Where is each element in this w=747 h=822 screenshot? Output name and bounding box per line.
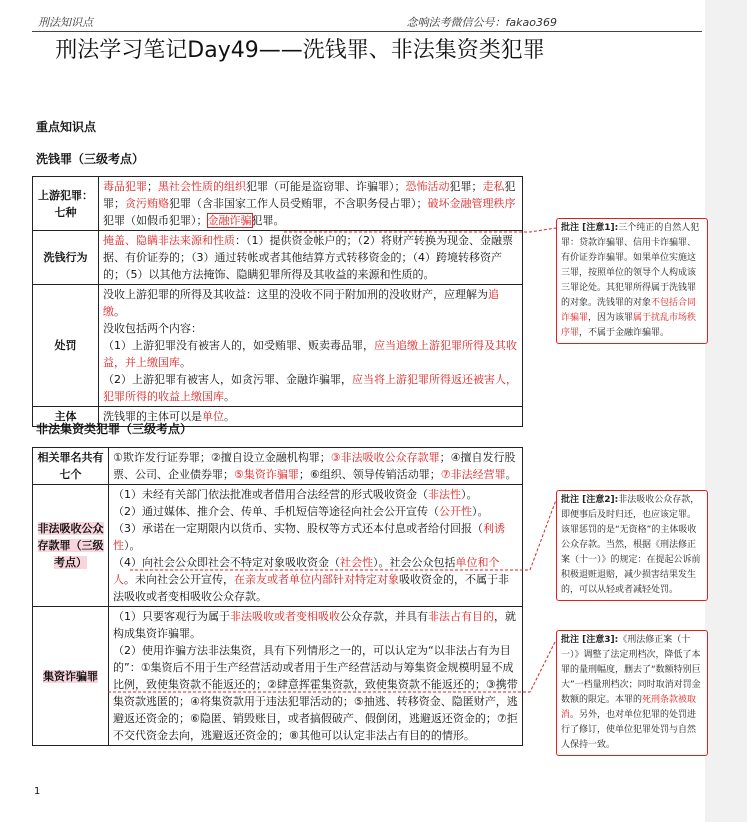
heading-money-laundering: 洗钱罪（三级考点） <box>36 152 145 166</box>
row-label <box>33 485 109 607</box>
predicate-crimes-cell: 毒品犯罪；黑社会性质的组织犯罪（可能是盗窃罪、诈骗罪）；恐怖活动犯罪；走私犯罪；贪污贿赂犯罪（含非国家工作人员受贿罪，不含职务侵占罪）；破坏金融管理秩序犯罪（如假币犯罪）；金融诈骗犯罪。 <box>99 177 523 231</box>
row-label: 上游犯罪：七种 <box>33 177 99 231</box>
table-row <box>33 285 523 407</box>
row-label: 相关罪名共有七个 <box>33 448 109 485</box>
related-crimes-cell: ①欺诈发行证券罪；②擅自设立金融机构罪；③非法吸收公众存款罪；④擅自发行股票、公司、企业债券罪；⑤集资诈骗罪；⑥组织、领导传销活动罪；⑦非法经营罪。 <box>109 448 523 485</box>
table-row <box>33 607 523 746</box>
header-right: 念响法考微信公号：fakao369 <box>406 16 557 29</box>
fund-fraud-cell: （1）只要客观行为属于非法吸收或者变相吸收公众存款，并具有非法占有目的，就构成集资诈骗罪。 （2）使用诈骗方法非法集资，具有下列情形之一的，可以认定为“以非法占有为目的”：①集资后不用于生产经营活动或者用于生产经营活动与筹集资金规模明显不成比例，致使集资款不能返还的；②肆意挥霍集资款，致使集资款不能返还的；③携带集资款逃匿的；④将集资款用于违法犯罪活动的；⑤抽逃、转移资金、隐匿财产，逃避返还资金的；⑥隐匿、销毁账目，或者搞假破产、假倒闭，逃避返还资金的；⑦拒不交代资金去向，逃避返还资金的；⑧其他可以认定非法占有目的的情形。 <box>109 607 523 746</box>
table-row <box>33 231 523 285</box>
table-row <box>33 485 523 607</box>
comment-anchor-2: 非法吸收公众存款罪（三级考点） <box>37 522 104 569</box>
section-key-points: 重点知识点 <box>36 120 97 134</box>
table-row <box>33 177 523 231</box>
row-label: 处罚 <box>33 285 99 407</box>
subject-cell: 洗钱罪的主体可以是单位。 <box>99 407 523 427</box>
comment-balloon-3[interactable]: 批注 [注意3]:《刑法修正案（十一）》调整了法定刑档次，降低了本罪的量刑幅度，删去了“数额特别巨大”一档量刑档次；同时取消对罚金数额的限定。本罪的死刑条款被取消。另外，也对单位犯罪的处罚进行了修订，使单位犯罪处罚与自然人保持一致。 <box>556 630 708 756</box>
laundering-acts-cell: 掩盖、隐瞒非法来源和性质：（1）提供资金帐户的；（2）将财产转换为现金、金融票据、有价证券的；（3）通过转帐或者其他结算方式转移资金的；（4）跨境转移资产的；（5）以其他方法掩饰、隐瞒犯罪所得及其收益的来源和性质的。 <box>99 231 523 285</box>
illegal-fundraising-table <box>32 447 523 746</box>
page-number: 1 <box>34 786 41 797</box>
row-label: 洗钱行为 <box>33 231 99 285</box>
row-label <box>33 607 109 746</box>
heading-illegal-fundraising: 非法集资类犯罪（三级考点） <box>36 422 193 436</box>
money-laundering-table <box>32 176 523 427</box>
header-left: 刑法知识点 <box>38 16 93 29</box>
comment-anchor-3: 集资诈骗罪 <box>43 669 98 683</box>
header-rule <box>32 31 702 32</box>
page-title: 刑法学习笔记Day49——洗钱罪、非法集资类犯罪 <box>55 38 545 63</box>
comment-anchor-1: 金融诈骗 <box>207 214 252 227</box>
comment-gutter <box>705 0 747 822</box>
penalty-cell: 没收上游犯罪的所得及其收益：这里的没收不同于附加刑的没收财产，应理解为追缴。 没收包括两个内容： （1）上游犯罪没有被害人的，如受贿罪、贩卖毒品罪，应当追缴上游犯罪所得及其收益，并上缴国库。 （2）上游犯罪有被害人，如贪污罪、金融诈骗罪，应当将上游犯罪所得返还被害人，犯罪所得的收益上缴国库。 <box>99 285 523 407</box>
row-label: 主体 <box>33 407 99 427</box>
table-row <box>33 448 523 485</box>
absorb-deposits-cell: （1）未经有关部门依法批准或者借用合法经营的形式吸收资金（非法性）。 （2）通过媒体、推介会、传单、手机短信等途径向社会公开宣传（公开性）。 （3）承诺在一定期限内以货币、实物、股权等方式还本付息或者给付回报（利诱性）。 （4）向社会公众即社会不特定对象吸收资金（社会性）。社会公众包括单位和个人。未向社会公开宣传，在亲友或者单位内部针对特定对象吸收资金的，不属于非法吸收或者变相吸收公众存款。 <box>109 485 523 607</box>
comment-balloon-2[interactable]: 批注 [注意2]:非法吸收公众存款，即便事后及时归还，也应该定罪。该罪惩罚的是“无资格”的主体吸收公众存款。当然，根据《刑法修正案（十一）》的规定：在提起公诉前积极退赃退赔，减少损害结果发生的，可以从轻或者减轻处罚。 <box>556 490 708 601</box>
comment-balloon-1[interactable]: 批注 [注意1]:三个纯正的自然人犯罪：贷款诈骗罪、信用卡诈骗罪、有价证券诈骗罪。如果单位实施这三罪，按照单位的领导个人构成该三罪论处。其犯罪所得属于洗钱罪的对象。洗钱罪的对象不包括合同诈骗罪，因为该罪属于扰乱市场秩序罪，不属于金融诈骗罪。 <box>556 218 708 344</box>
